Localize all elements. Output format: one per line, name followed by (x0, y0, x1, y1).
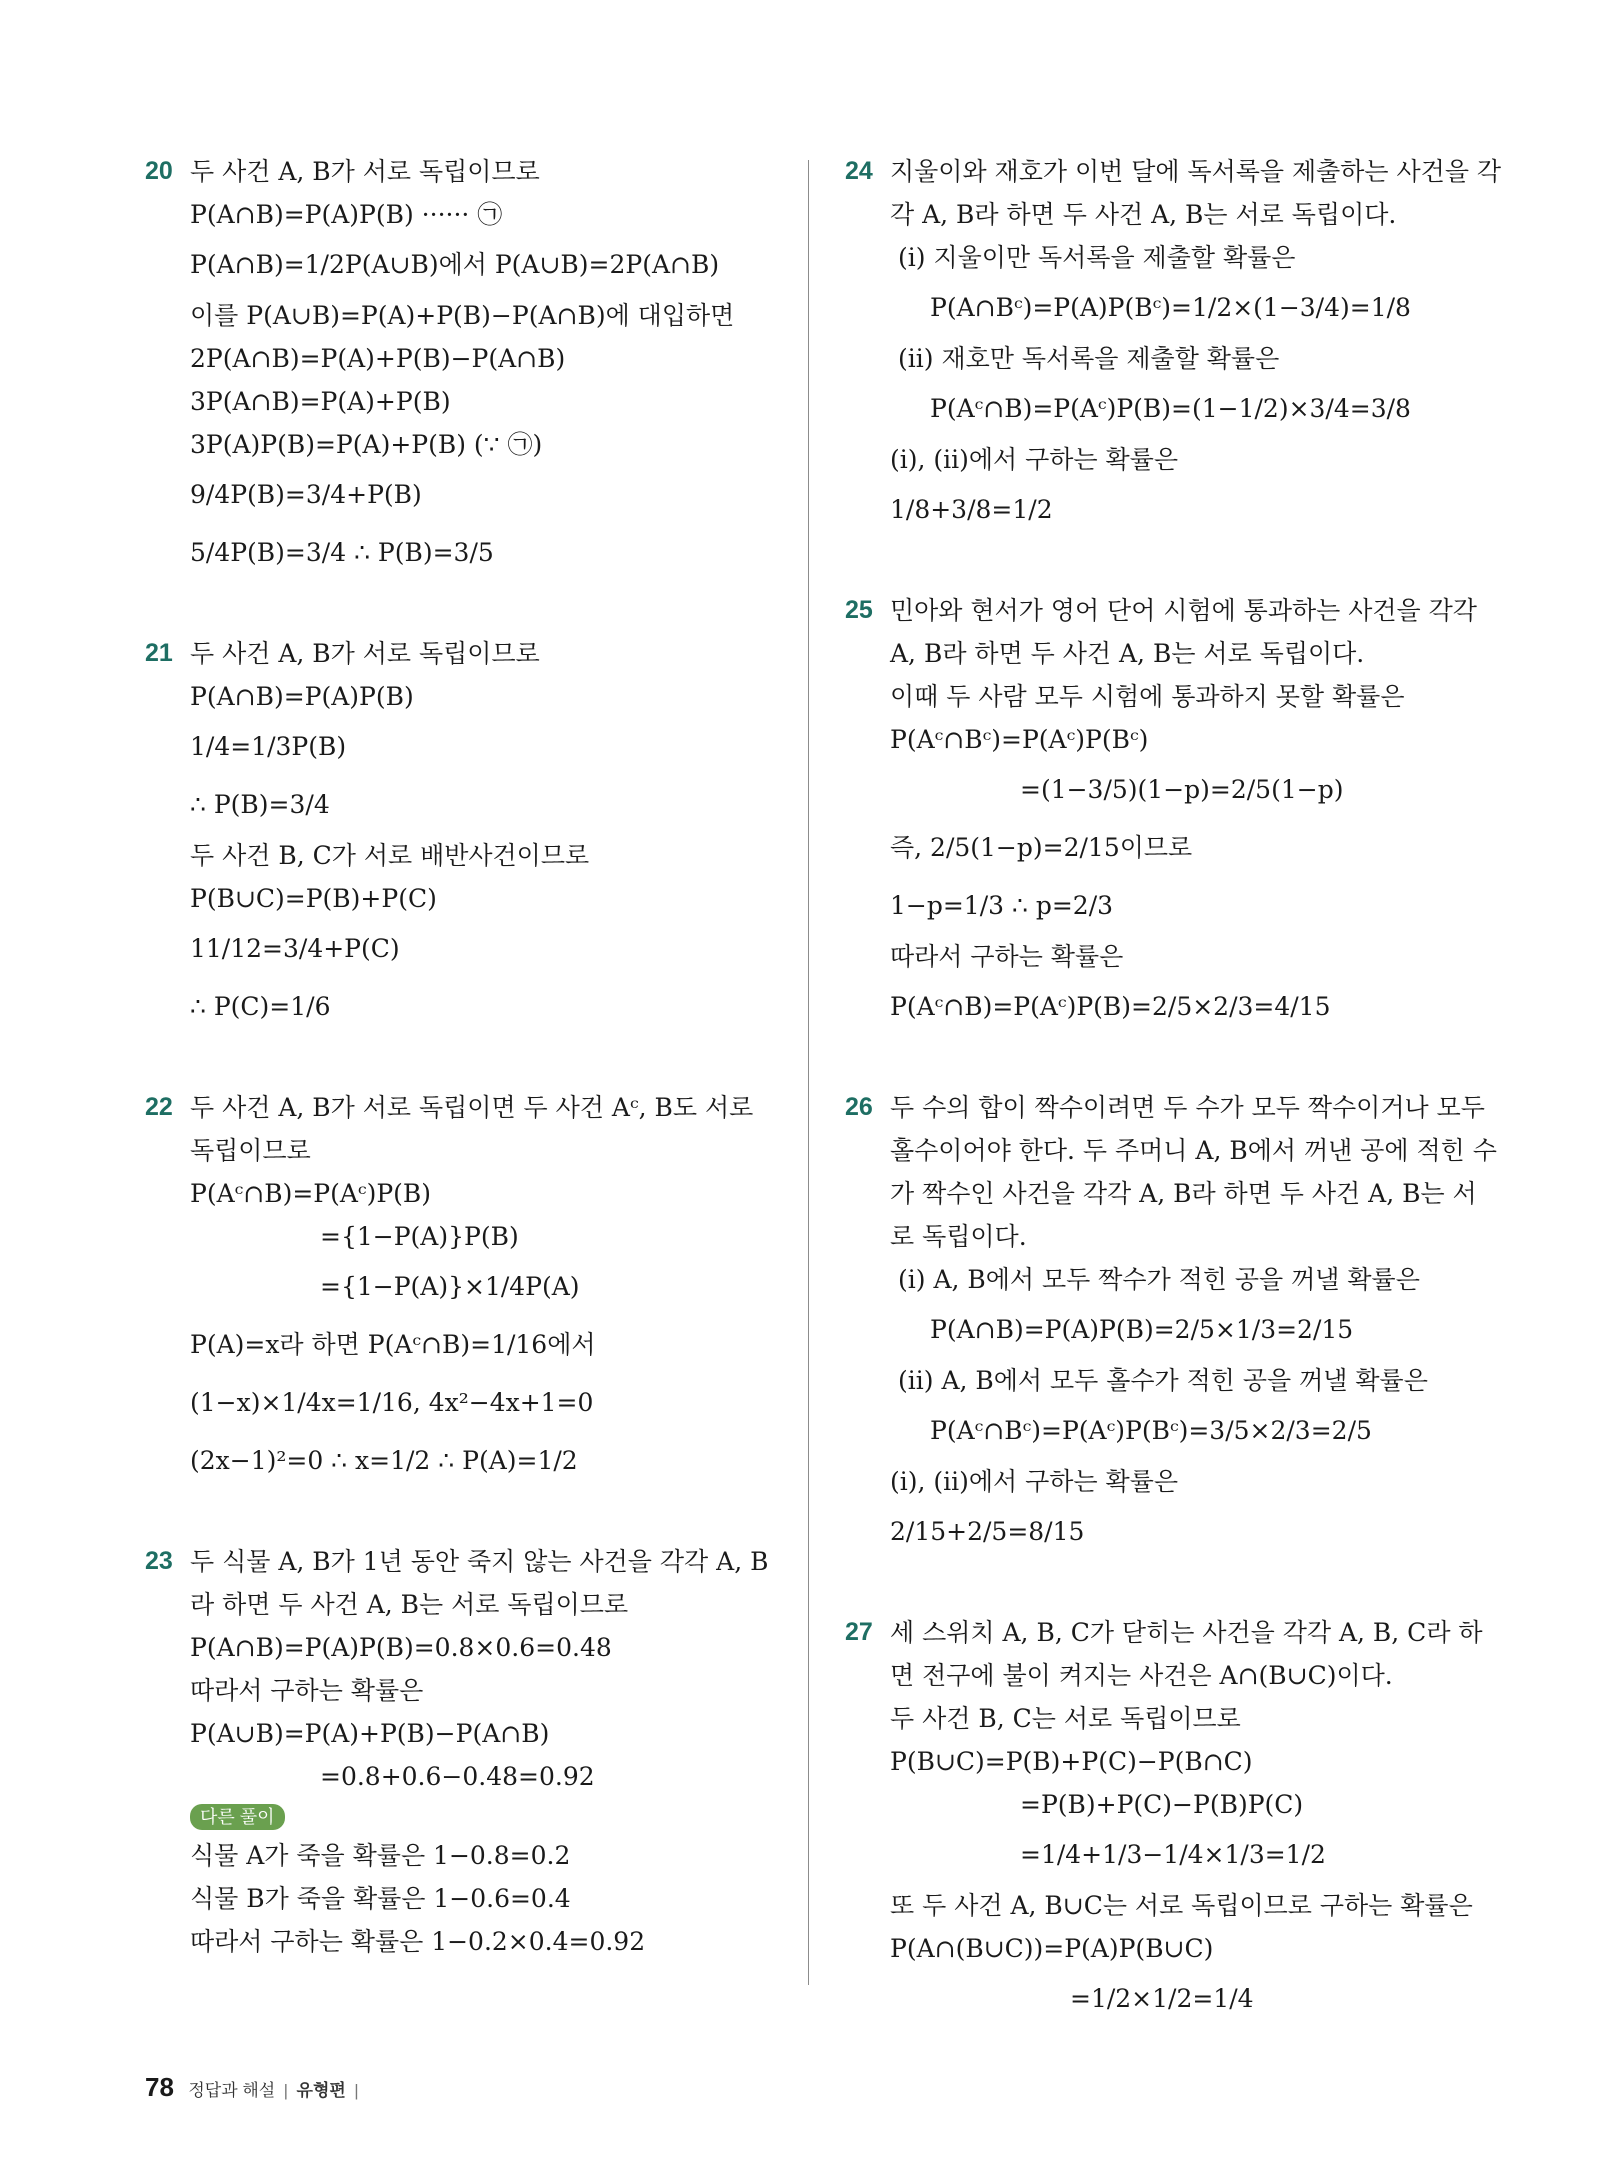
solution-line: (2x−1)²=0 ∴ x=1/2 ∴ P(A)=1/2 (190, 1446, 578, 1475)
column-divider (808, 160, 809, 1985)
solution-line: =1/4+1/3−1/4×1/3=1/2 (1020, 1840, 1326, 1869)
solution-line: 홀수이어야 한다. 두 주머니 A, B에서 꺼낸 공에 적힌 수 (890, 1136, 1497, 1165)
solution-24 (845, 150, 1502, 539)
solution-line: P(A∩Bᶜ)=P(A)P(Bᶜ)=1/2×(1−3/4)=1/8 (930, 293, 1411, 322)
solution-line: 1/4=1/3P(B) (190, 732, 347, 761)
solution-line: 두 수의 합이 짝수이려면 두 수가 모두 짝수이거나 모두 (890, 1093, 1485, 1122)
solution-line: 독립이므로 (190, 1136, 311, 1165)
solution-line: P(A∩B)=P(A)P(B)=2/5×1/3=2/15 (930, 1315, 1354, 1344)
solution-21 (145, 632, 785, 1036)
solution-line: =1/2×1/2=1/4 (1070, 1984, 1254, 2013)
solution-line: 즉, 2/5(1−p)=2/15이므로 (890, 833, 1193, 862)
solution-line: P(A∩B)=P(A)P(B)=0.8×0.6=0.48 (190, 1633, 612, 1662)
footer-separator: | (283, 2081, 289, 2100)
solution-22 (145, 1086, 785, 1490)
solution-line: P(Aᶜ∩B)=P(Aᶜ)P(B)=(1−1/2)×3/4=3/8 (930, 394, 1411, 423)
solution-line: 지울이와 재호가 이번 달에 독서록을 제출하는 사건을 각 (890, 157, 1502, 186)
solution-line: 민아와 현서가 영어 단어 시험에 통과하는 사건을 각각 (890, 596, 1477, 625)
solution-line: 이를 P(A∪B)=P(A)+P(B)−P(A∩B)에 대입하면 (190, 301, 735, 330)
solution-line: 2P(A∩B)=P(A)+P(B)−P(A∩B) (190, 344, 566, 373)
solution-line: 각 A, B라 하면 두 사건 A, B는 서로 독립이다. (890, 200, 1397, 229)
solution-line: P(A∩B)=1/2P(A∪B)에서 P(A∪B)=2P(A∩B) (190, 250, 720, 279)
problem-number: 24 (845, 157, 873, 185)
solution-line: P(A∪B)=P(A)+P(B)−P(A∩B) (190, 1719, 550, 1748)
left-column (145, 150, 785, 1963)
solution-line: ={1−P(A)}×1/4P(A) (320, 1272, 580, 1301)
solution-line: 식물 B가 죽을 확률은 1−0.6=0.4 (190, 1884, 571, 1913)
solution-line: 2/15+2/5=8/15 (890, 1517, 1085, 1546)
solution-line: P(Aᶜ∩Bᶜ)=P(Aᶜ)P(Bᶜ)=3/5×2/3=2/5 (930, 1416, 1372, 1445)
solution-line: ∴ P(B)=3/4 (190, 790, 330, 819)
page-footer (145, 2072, 363, 2103)
right-column (845, 150, 1502, 2028)
solution-line: P(A)=x라 하면 P(Aᶜ∩B)=1/16에서 (190, 1330, 596, 1359)
solution-line: (ⅰ) 지울이만 독서록을 제출할 확률은 (898, 243, 1296, 272)
solution-line: 면 전구에 불이 켜지는 사건은 A∩(B∪C)이다. (890, 1661, 1393, 1690)
solution-line: 두 사건 A, B가 서로 독립이므로 (190, 639, 540, 668)
solution-line: (1−x)×1/4x=1/16, 4x²−4x+1=0 (190, 1388, 594, 1417)
solution-line: (ⅰ), (ⅱ)에서 구하는 확률은 (890, 1467, 1178, 1496)
section-title: 유형편 (296, 2081, 346, 2100)
solution-23 (145, 1540, 785, 1963)
problem-number: 22 (145, 1093, 173, 1121)
solution-line: 3P(A)P(B)=P(A)+P(B) (∵ ㉠) (190, 430, 543, 459)
solution-line: 9/4P(B)=3/4+P(B) (190, 480, 422, 509)
solution-line: 세 스위치 A, B, C가 닫히는 사건을 각각 A, B, C라 하 (890, 1618, 1483, 1647)
solution-line: 두 식물 A, B가 1년 동안 죽지 않는 사건을 각각 A, B (190, 1547, 769, 1576)
solution-27 (845, 1611, 1485, 2028)
solution-line: 가 짝수인 사건을 각각 A, B라 하면 두 사건 A, B는 서 (890, 1179, 1477, 1208)
solution-line: P(B∪C)=P(B)+P(C) (190, 884, 437, 913)
solution-line: 두 사건 A, B가 서로 독립이므로 (190, 157, 540, 186)
solution-line: P(Aᶜ∩Bᶜ)=P(Aᶜ)P(Bᶜ) (890, 725, 1149, 754)
solution-line: 이때 두 사람 모두 시험에 통과하지 못할 확률은 (890, 682, 1405, 711)
solution-line: P(A∩B)=P(A)P(B) ······ ㉠ (190, 200, 503, 229)
solution-20 (145, 150, 785, 582)
solution-line: P(Aᶜ∩B)=P(Aᶜ)P(B)=2/5×2/3=4/15 (890, 992, 1331, 1021)
book-title: 정답과 해설 (188, 2081, 276, 2100)
solution-line: A, B라 하면 두 사건 A, B는 서로 독립이다. (890, 639, 1365, 668)
solution-line: 식물 A가 죽을 확률은 1−0.8=0.2 (190, 1841, 571, 1870)
solution-line: 두 사건 A, B가 서로 독립이면 두 사건 Aᶜ, B도 서로 (190, 1093, 754, 1122)
solution-line: (ⅰ), (ⅱ)에서 구하는 확률은 (890, 445, 1178, 474)
solution-line: ={1−P(A)}P(B) (320, 1222, 519, 1251)
solution-line: 또 두 사건 A, B∪C는 서로 독립이므로 구하는 확률은 (890, 1891, 1473, 1920)
problem-number: 27 (845, 1618, 873, 1646)
footer-separator: | (354, 2081, 359, 2100)
solution-line: 두 사건 B, C는 서로 독립이므로 (890, 1704, 1241, 1733)
solution-line: =P(B)+P(C)−P(B)P(C) (1020, 1790, 1304, 1819)
solution-line: (ⅱ) A, B에서 모두 홀수가 적힌 공을 꺼낼 확률은 (898, 1366, 1428, 1395)
solution-line: 1/8+3/8=1/2 (890, 495, 1053, 524)
problem-number: 20 (145, 157, 173, 185)
solution-line: P(A∩B)=P(A)P(B) (190, 682, 414, 711)
solution-line: (ⅰ) A, B에서 모두 짝수가 적힌 공을 꺼낼 확률은 (898, 1265, 1420, 1294)
solution-line: =(1−3/5)(1−p)=2/5(1−p) (1020, 775, 1344, 804)
solution-line: 로 독립이다. (890, 1222, 1027, 1251)
page-number: 78 (145, 2072, 174, 2102)
problem-number: 26 (845, 1093, 873, 1121)
solution-line: 5/4P(B)=3/4 ∴ P(B)=3/5 (190, 538, 494, 567)
solution-line: 1−p=1/3 ∴ p=2/3 (890, 891, 1114, 920)
solution-line: P(A∩(B∪C))=P(A)P(B∪C) (890, 1934, 1214, 1963)
solution-line: 따라서 구하는 확률은 (890, 942, 1124, 971)
solution-line: 두 사건 B, C가 서로 배반사건이므로 (190, 841, 590, 870)
solution-line: ∴ P(C)=1/6 (190, 992, 331, 1021)
problem-number: 23 (145, 1547, 173, 1575)
solution-line: (ⅱ) 재호만 독서록을 제출할 확률은 (898, 344, 1280, 373)
problem-number: 25 (845, 596, 873, 624)
solution-25 (845, 589, 1485, 1036)
problem-number: 21 (145, 639, 173, 667)
solution-line: P(Aᶜ∩B)=P(Aᶜ)P(B) (190, 1179, 432, 1208)
solution-26 (845, 1086, 1497, 1561)
solution-line: 따라서 구하는 확률은 (190, 1676, 424, 1705)
solution-line: 라 하면 두 사건 A, B는 서로 독립이므로 (190, 1590, 629, 1619)
solution-line: P(B∪C)=P(B)+P(C)−P(B∩C) (890, 1747, 1253, 1776)
solution-line: =0.8+0.6−0.48=0.92 (320, 1762, 595, 1791)
solution-line: 3P(A∩B)=P(A)+P(B) (190, 387, 451, 416)
solution-line: 11/12=3/4+P(C) (190, 934, 400, 963)
solution-line: 따라서 구하는 확률은 1−0.2×0.4=0.92 (190, 1927, 646, 1956)
alternative-solution-badge: 다른 풀이 (190, 1804, 285, 1830)
